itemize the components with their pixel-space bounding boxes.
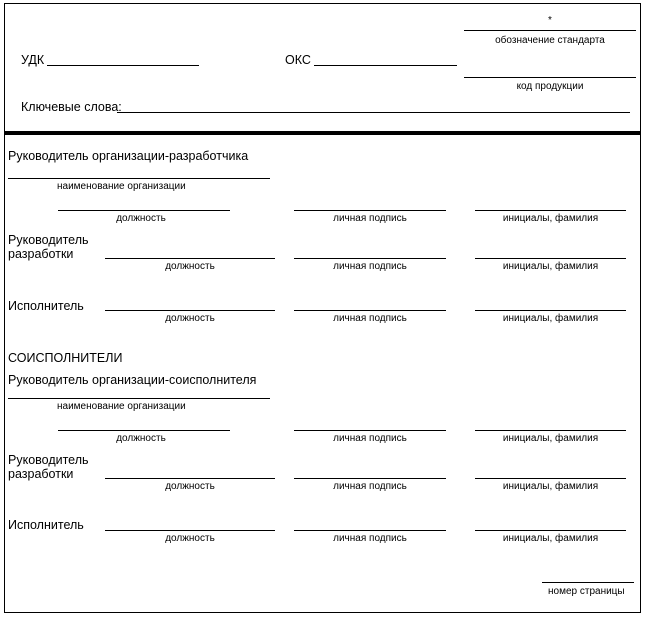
developer-org-head-initials-field[interactable]	[475, 210, 626, 211]
keywords-field[interactable]	[117, 112, 630, 113]
developer-executor-signature-field[interactable]	[294, 310, 446, 311]
oks-field[interactable]	[314, 65, 457, 66]
signature-caption: личная подпись	[333, 433, 407, 444]
signature-caption: личная подпись	[333, 313, 407, 324]
signature-caption: личная подпись	[333, 213, 407, 224]
initials-caption: инициалы, фамилия	[502, 313, 599, 324]
position-caption: должность	[165, 533, 215, 544]
initials-caption: инициалы, фамилия	[502, 481, 599, 492]
standard-designation-caption: обозначение стандарта	[495, 35, 605, 46]
initials-caption: инициалы, фамилия	[502, 213, 599, 224]
udk-label: УДК	[21, 53, 45, 67]
coexecutor-org-head-position-field[interactable]	[58, 430, 230, 431]
coexecutor-org-head-signature-field[interactable]	[294, 430, 446, 431]
form-frame	[4, 3, 641, 613]
coexecutor-executor-signature-field[interactable]	[294, 530, 446, 531]
coexecutor-executor-position-field[interactable]	[105, 530, 275, 531]
developer-dev-head-signature-field[interactable]	[294, 258, 446, 259]
oks-label: ОКС	[285, 53, 311, 67]
coexecutor-dev-head-label-line1: Руководитель	[8, 453, 89, 467]
signature-caption: личная подпись	[333, 261, 407, 272]
page-number-caption: номер страницы	[548, 586, 625, 597]
standard-designation-field[interactable]	[464, 30, 636, 31]
coexecutor-org-name-field[interactable]	[8, 398, 270, 399]
developer-org-name-caption: наименование организации	[57, 181, 186, 192]
position-caption: должность	[116, 213, 166, 224]
developer-org-head-signature-field[interactable]	[294, 210, 446, 211]
position-caption: должность	[165, 313, 215, 324]
coexecutor-dev-head-position-field[interactable]	[105, 478, 275, 479]
initials-caption: инициалы, фамилия	[502, 261, 599, 272]
position-caption: должность	[165, 261, 215, 272]
asterisk-mark: *	[548, 15, 552, 26]
coexecutor-executor-label: Исполнитель	[8, 518, 84, 532]
position-caption: должность	[165, 481, 215, 492]
developer-dev-head-initials-field[interactable]	[475, 258, 626, 259]
developer-org-head-title: Руководитель организации-разработчика	[8, 149, 249, 163]
coexecutors-section-title: СОИСПОЛНИТЕЛИ	[8, 351, 123, 365]
coexecutor-dev-head-signature-field[interactable]	[294, 478, 446, 479]
developer-dev-head-label-line1: Руководитель	[8, 233, 89, 247]
product-code-caption: код продукции	[516, 81, 584, 92]
coexecutor-executor-initials-field[interactable]	[475, 530, 626, 531]
udk-field[interactable]	[47, 65, 199, 66]
developer-dev-head-label-line2: разработки	[8, 247, 74, 261]
header-divider	[4, 131, 641, 135]
developer-org-head-position-field[interactable]	[58, 210, 230, 211]
product-code-field[interactable]	[464, 77, 636, 78]
coexecutor-org-head-title: Руководитель организации-соисполнителя	[8, 373, 257, 387]
page-number-field[interactable]	[542, 582, 634, 583]
developer-executor-position-field[interactable]	[105, 310, 275, 311]
signature-caption: личная подпись	[333, 481, 407, 492]
position-caption: должность	[116, 433, 166, 444]
signature-caption: личная подпись	[333, 533, 407, 544]
developer-executor-label: Исполнитель	[8, 299, 84, 313]
initials-caption: инициалы, фамилия	[502, 533, 599, 544]
developer-org-name-field[interactable]	[8, 178, 270, 179]
coexecutor-dev-head-label-line2: разработки	[8, 467, 74, 481]
developer-executor-initials-field[interactable]	[475, 310, 626, 311]
coexecutor-org-head-initials-field[interactable]	[475, 430, 626, 431]
developer-dev-head-position-field[interactable]	[105, 258, 275, 259]
keywords-label: Ключевые слова:	[21, 100, 122, 114]
coexecutor-dev-head-initials-field[interactable]	[475, 478, 626, 479]
coexecutor-org-name-caption: наименование организации	[57, 401, 186, 412]
initials-caption: инициалы, фамилия	[502, 433, 599, 444]
